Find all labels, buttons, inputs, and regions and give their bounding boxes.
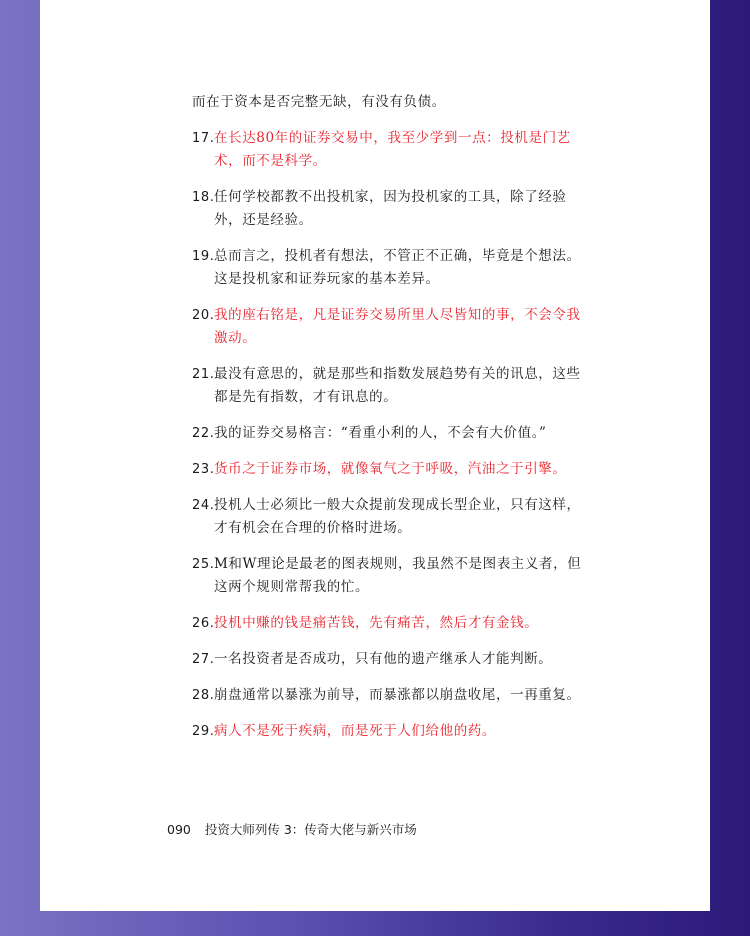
quote-number: 21. <box>192 367 215 382</box>
quote-number: 18. <box>192 190 215 205</box>
quote-number: 17. <box>192 131 215 146</box>
quote-item-29 <box>192 720 592 743</box>
quote-text: 货币之于证券市场，就像氧气之于呼吸，汽油之于引擎。 <box>214 461 567 477</box>
quote-number: 29. <box>192 724 215 739</box>
page-footer <box>167 820 417 838</box>
quote-text: 一名投资者是否成功，只有他的遗产继承人才能判断。 <box>214 651 553 667</box>
quote-number: 26. <box>192 616 215 631</box>
quote-text: 在长达80年的证券交易中，我至少学到一点：投机是门艺术，而不是科学。 <box>214 130 571 169</box>
quote-item-21 <box>192 363 592 409</box>
quote-item-25 <box>192 553 592 599</box>
quote-text: 投机人士必须比一般大众提前发现成长型企业，只有这样，才有机会在合理的价格时进场。 <box>214 497 581 536</box>
quote-number: 19. <box>192 249 215 264</box>
quote-number: 27. <box>192 652 215 667</box>
quote-item-22 <box>192 422 592 445</box>
book-title: 投资大师列传 3：传奇大佬与新兴市场 <box>204 822 417 837</box>
quote-number: 24. <box>192 498 215 513</box>
quote-text: 我的座右铭是，凡是证券交易所里人尽皆知的事，不会令我激动。 <box>214 307 581 346</box>
quote-item-27 <box>192 648 592 671</box>
book-page <box>40 0 710 911</box>
quote-text: 投机中赚的钱是痛苦钱，先有痛苦，然后才有金钱。 <box>214 615 539 631</box>
quote-text: 病人不是死于疾病，而是死于人们给他的药。 <box>214 723 496 739</box>
quote-text: 总而言之，投机者有想法，不管正不正确，毕竟是个想法。这是投机家和证券玩家的基本差异。 <box>214 248 581 287</box>
quote-item-20 <box>192 304 592 350</box>
quote-list <box>192 91 592 756</box>
quote-text: 崩盘通常以暴涨为前导，而暴涨都以崩盘收尾，一再重复。 <box>214 687 581 703</box>
quote-item-23 <box>192 458 592 481</box>
quote-number: 25. <box>192 557 215 572</box>
quote-item-26 <box>192 612 592 635</box>
quote-item-17 <box>192 127 592 173</box>
quote-number: 20. <box>192 308 215 323</box>
quote-item-18 <box>192 186 592 232</box>
quote-item-24 <box>192 494 592 540</box>
page-number: 090 <box>167 822 191 837</box>
quote-number: 22. <box>192 426 215 441</box>
quote-item-28 <box>192 684 592 707</box>
quote-text: M和W理论是最老的图表规则，我虽然不是图表主义者，但这两个规则常帮我的忙。 <box>214 556 582 595</box>
quote-text: 任何学校都教不出投机家，因为投机家的工具，除了经验外，还是经验。 <box>214 189 567 228</box>
quote-item-19 <box>192 245 592 291</box>
continuation-text: 而在于资本是否完整无缺，有没有负债。 <box>192 94 446 110</box>
quote-number: 23. <box>192 462 215 477</box>
quote-text: 我的证券交易格言：“看重小利的人，不会有大价值。” <box>214 425 547 441</box>
quote-text: 最没有意思的，就是那些和指数发展趋势有关的讯息，这些都是先有指数，才有讯息的。 <box>214 366 581 405</box>
quote-number: 28. <box>192 688 215 703</box>
continuation-line <box>192 91 592 114</box>
